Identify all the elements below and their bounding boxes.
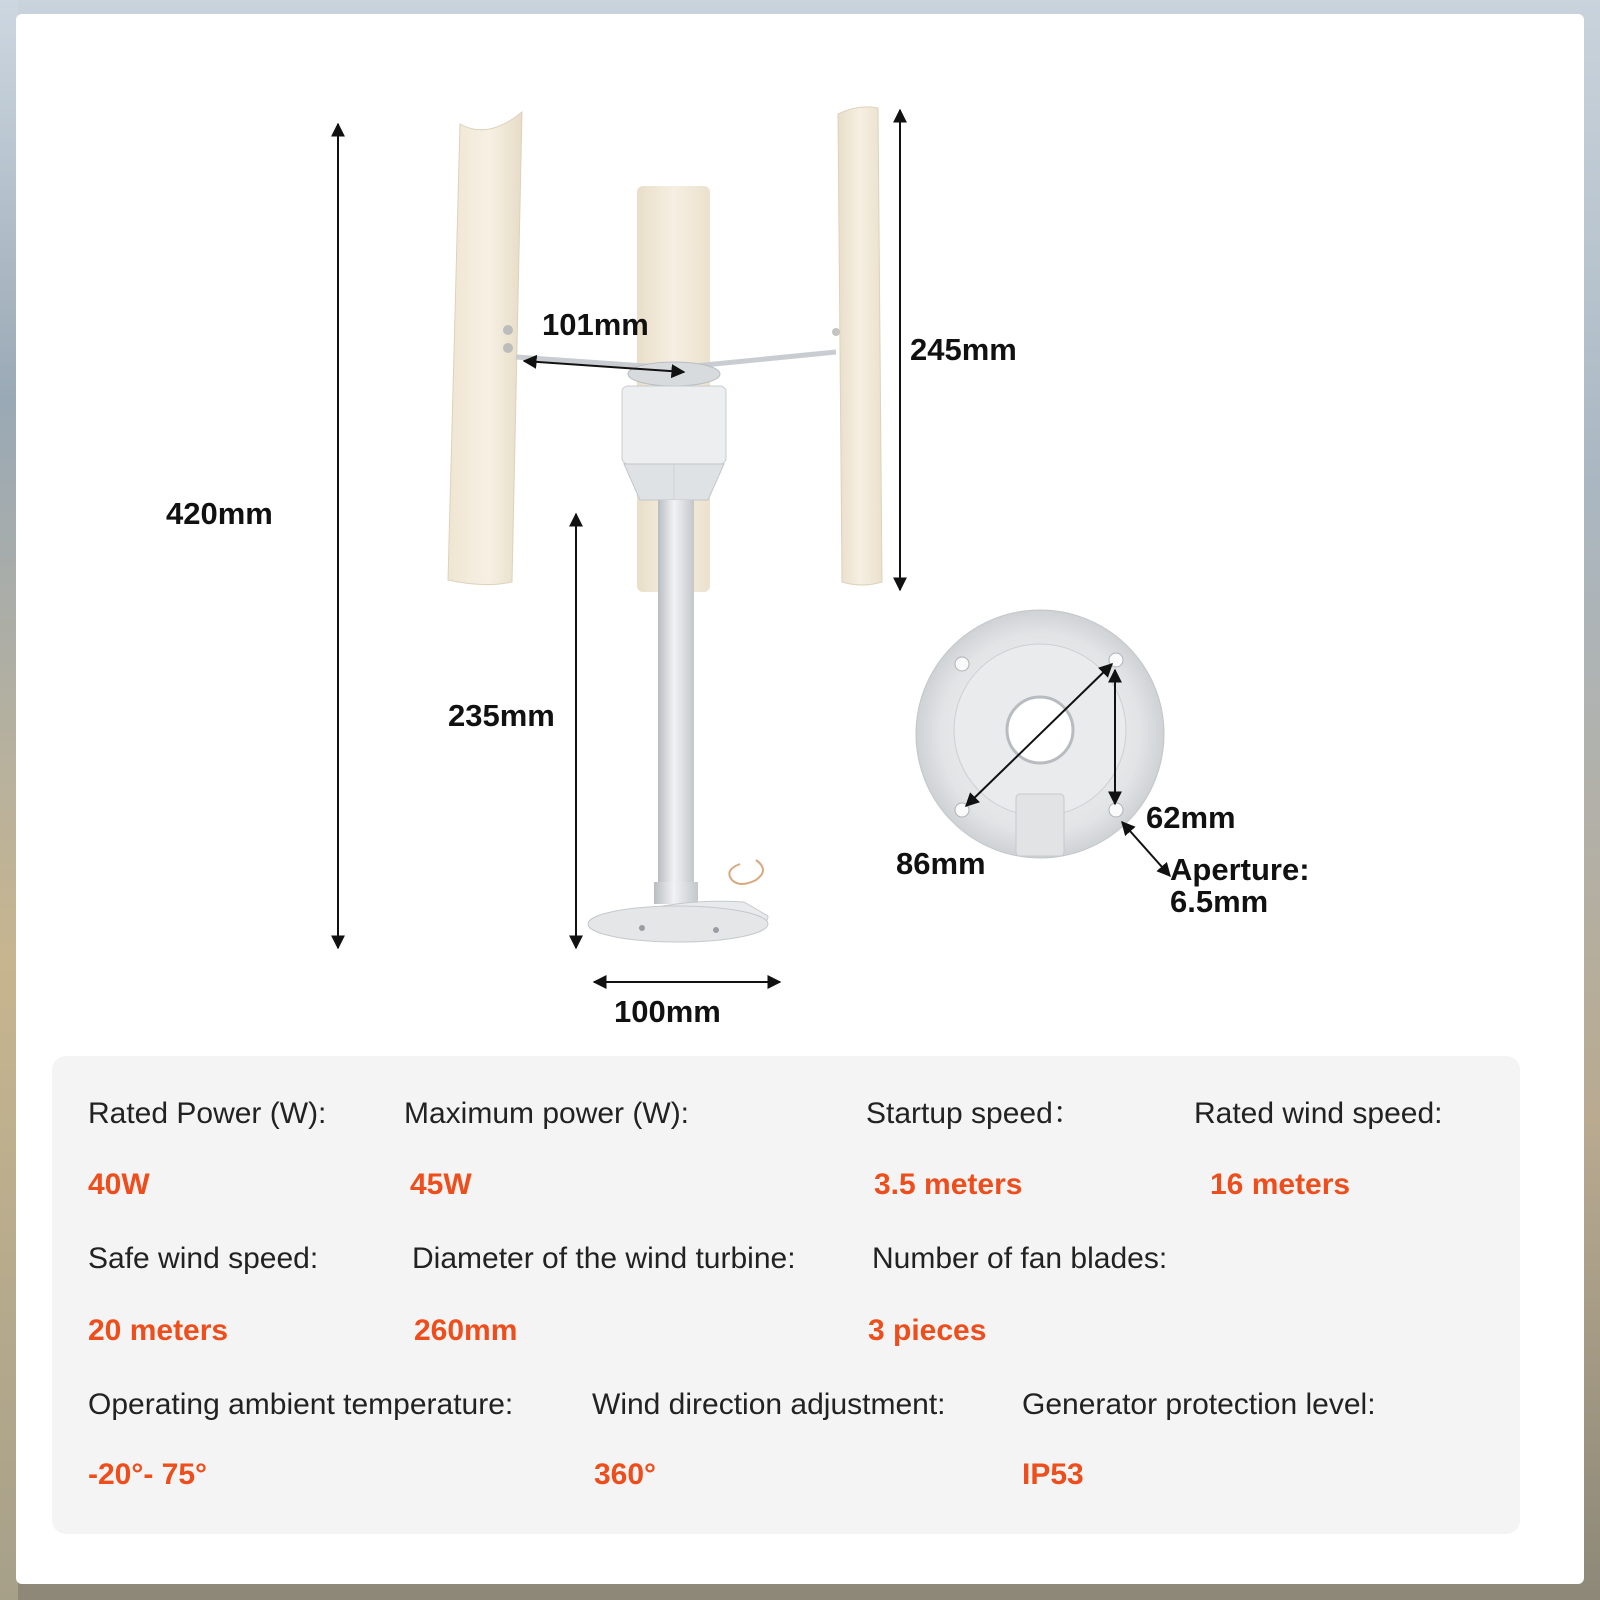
spec-panel	[52, 1056, 1520, 1534]
hole-diagonal-label: 86mm	[896, 846, 986, 881]
spec-value: IP53	[1022, 1458, 1084, 1491]
spec-value: -20°- 75°	[88, 1458, 208, 1491]
total-height-label: 420mm	[166, 496, 273, 531]
spec-label: Rated Power (W):	[88, 1097, 327, 1130]
spec-value: 3.5 meters	[874, 1168, 1023, 1201]
spec-label: Operating ambient temperature:	[88, 1388, 514, 1421]
arm-length-label: 101mm	[542, 307, 649, 342]
blade-height-label: 245mm	[910, 332, 1017, 367]
spec-label: Wind direction adjustment:	[592, 1388, 946, 1421]
spec-value: 260mm	[414, 1314, 518, 1347]
spec-value: 360°	[594, 1458, 657, 1491]
spec-label: Rated wind speed:	[1194, 1097, 1443, 1130]
base-width-label: 100mm	[614, 994, 721, 1029]
spec-value: 40W	[88, 1168, 150, 1201]
spec-label: Maximum power (W):	[404, 1097, 690, 1130]
aperture-label: Aperture:	[1170, 852, 1310, 887]
left-blade	[448, 112, 522, 585]
spec-value: 45W	[410, 1168, 472, 1201]
right-blade	[832, 107, 882, 585]
base-plate	[588, 901, 768, 942]
aperture-value: 6.5mm	[1170, 884, 1269, 919]
spec-label: Safe wind speed:	[88, 1242, 319, 1275]
turbine-drawing	[16, 14, 1584, 1054]
product-card	[16, 14, 1584, 1584]
spec-label: Generator protection level:	[1022, 1388, 1376, 1421]
spec-label: Diameter of the wind turbine:	[412, 1242, 796, 1275]
spec-value: 20 meters	[88, 1314, 229, 1347]
spec-value: 3 pieces	[868, 1314, 987, 1347]
spec-label: Number of fan blades:	[872, 1242, 1168, 1275]
hole-side-label: 62mm	[1146, 800, 1236, 835]
spec-label: Startup speed：	[866, 1097, 1083, 1130]
spec-value: 16 meters	[1210, 1168, 1351, 1201]
pole-height-label: 235mm	[448, 698, 555, 733]
